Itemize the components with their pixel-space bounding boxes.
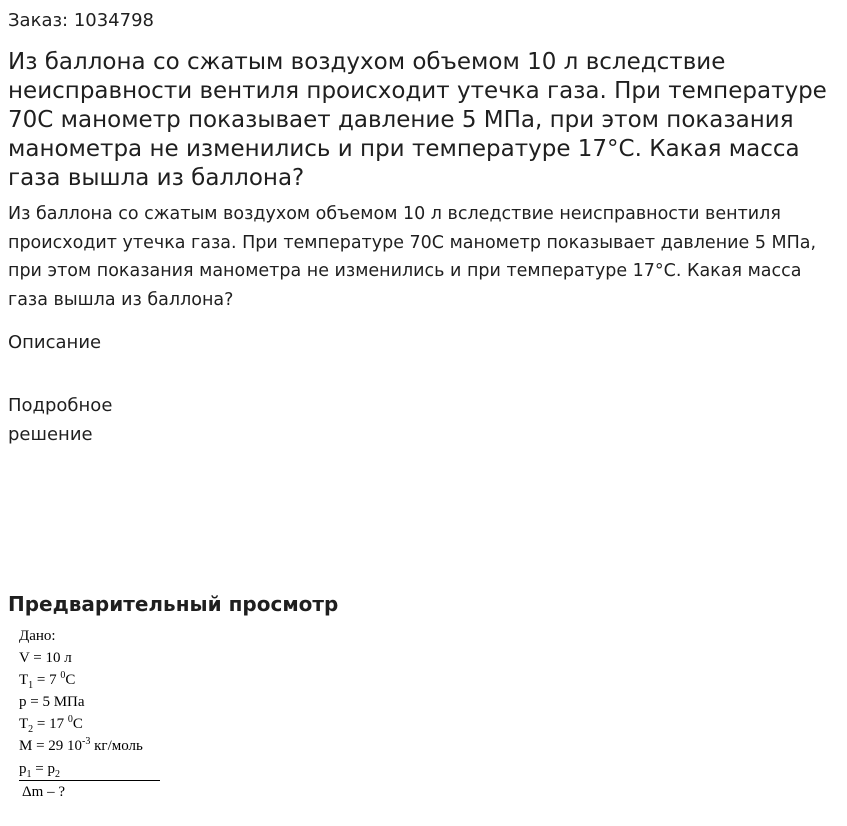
- molar-mass-value: M = 29 10: [19, 738, 83, 755]
- given-find: Δm – ?: [22, 783, 65, 800]
- given-temperature-1: [19, 669, 179, 691]
- p1-index: 1: [26, 768, 32, 780]
- given-temperature-2: [19, 713, 179, 735]
- t1-index: 1: [28, 680, 34, 692]
- preview-heading: Предварительный просмотр: [8, 592, 339, 616]
- t2-degree: 0: [67, 714, 73, 726]
- t1-value: = 7: [33, 672, 61, 689]
- molar-mass-exponent: -3: [82, 736, 91, 748]
- t2-index: 2: [28, 724, 34, 736]
- task-title: Из баллона со сжатым воздухом объемом 10 л вследствие неисправности вентиля происходит утечка газа. При температуре 70С манометр показывает давление 5 МПа, при этом показания манометра не изменились и при температуре 17°С. Какая масса газа вышла из баллона?: [8, 49, 827, 191]
- given-volume: V = 10 л: [19, 650, 72, 667]
- t2-symbol: T: [19, 716, 29, 733]
- t1-unit: C: [65, 672, 76, 689]
- order-number: Заказ: 1034798: [8, 10, 154, 31]
- detailed-solution-label: Подробное решение: [8, 395, 113, 445]
- given-header: Дано:: [19, 628, 56, 644]
- molar-mass-unit: кг/моль: [90, 738, 143, 755]
- p-equals: = p: [31, 760, 55, 777]
- t1-degree: 0: [60, 670, 66, 682]
- p2-index: 2: [54, 768, 60, 780]
- task-description: Из баллона со сжатым воздухом объемом 10 л вследствие неисправности вентиля происходит утечка газа. При температуре 70С манометр показывает давление 5 МПа, при этом показания манометра не изменились и при температуре 17°С. Какая масса газа вышла из баллона?: [8, 204, 817, 311]
- preview-given-block: [19, 625, 179, 803]
- t1-symbol: T: [19, 672, 29, 689]
- given-pressure-equality: [19, 758, 179, 780]
- t2-value: = 17: [33, 716, 68, 733]
- t2-unit: C: [72, 716, 83, 733]
- p1-symbol: p: [19, 760, 27, 777]
- given-molar-mass: [19, 735, 179, 757]
- description-label: Описание: [8, 332, 102, 353]
- given-pressure: р = 5 МПа: [19, 694, 85, 711]
